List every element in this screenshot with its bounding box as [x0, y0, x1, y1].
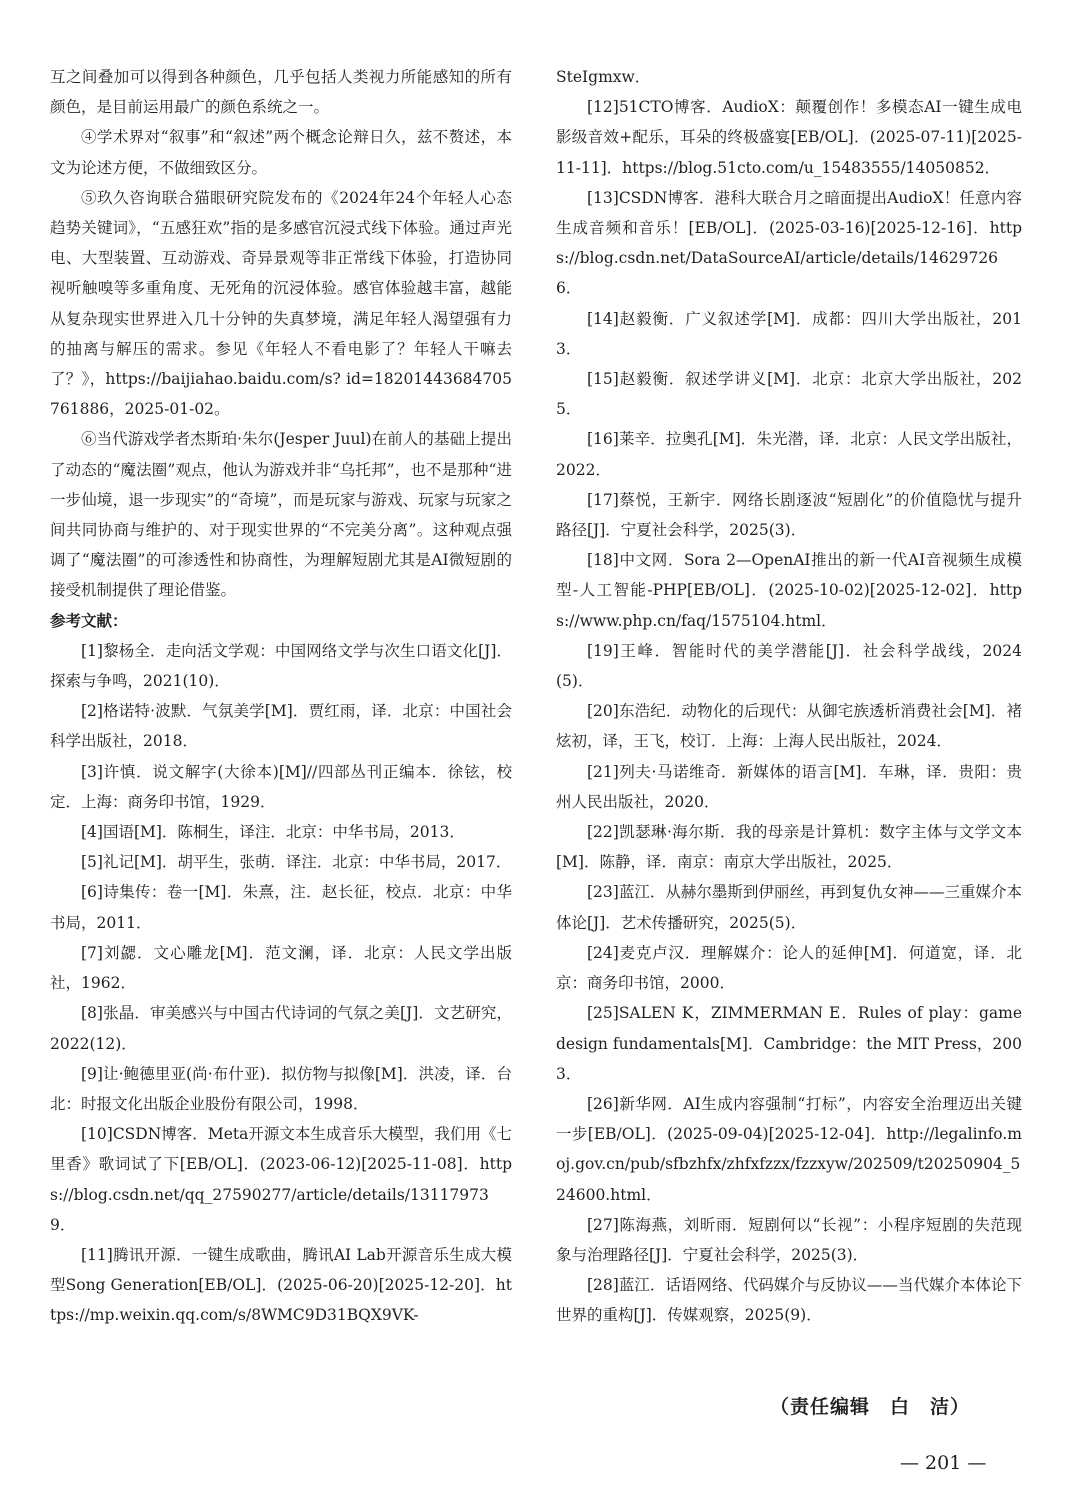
reference-item: [22]凯瑟琳·海尔斯．我的母亲是计算机：数字主体与文学文本[M]．陈静，译．南京：南京大学出版社，2025．	[556, 823, 1022, 872]
reference-item: [7]刘勰．文心雕龙[M]．范文澜，译．北京：人民文学出版社，1962．	[50, 943, 512, 993]
reference-item: [17]蔡悦，王新宇．网络长剧逐波“短剧化”的价值隐忧与提升路径[J]．宁夏社会科学，2025(3)．	[556, 490, 1022, 540]
left-column	[50, 62, 512, 1331]
footnote-4: ④学术界对“叙事”和“叙述”两个概念论辩日久，兹不赘述，本文为论述方便，不做细致区分。	[50, 128, 512, 177]
reference-item: [24]麦克卢汉．理解媒介：论人的延伸[M]．何道宽，译．北京：商务印书馆，2000．	[556, 943, 1022, 993]
reference-item: [5]礼记[M]．胡平生，张萌．译注．北京：中华书局，2017．	[81, 853, 512, 872]
reference-item: [27]陈海燕，刘昕雨．短剧何以“长视”：小程序短剧的失范现象与治理路径[J]．宁夏社会科学，2025(3)．	[556, 1215, 1022, 1264]
references-heading: 参考文献：	[50, 611, 128, 630]
reference-item: [25]SALEN K，ZIMMERMAN E．Rules of play：game design fundamentals[M]．Cambridge：the MIT Press，2003．	[556, 1004, 1022, 1083]
right-column	[556, 62, 1022, 1331]
reference-item: [12]51CTO博客．AudioX：颠覆创作！多模态AI一键生成电影级音效+配乐，耳朵的终极盛宴[EB/OL]．(2025-07-11)[2025-11-11]．https://blog.51cto.com/u_15483555/14050852．	[556, 98, 1022, 177]
reference-item: [8]张晶．审美感兴与中国古代诗词的气氛之美[J]．文艺研究，2022(12)．	[50, 1004, 512, 1053]
footnote-5: ⑤玖久咨询联合猫眼研究院发布的《2024年24个年轻人心态趋势关键词》，“五感狂欢”指的是多感官沉浸式线下体验。通过声光电、大型装置、互动游戏、奇异景观等非正常线下体验，打造协同视听触嗅等多重角度、无死角的沉浸体验。感官体验越丰富，越能从复杂现实世界进入几十分钟的失真梦境，满足年轻人渴望强有力的抽离与解压的需求。参见《年轻人不看电影了？年轻人干嘛去了？》，https://baijiahao.baidu.com/s? id=18201443684705761886，2025-01-02。	[50, 188, 512, 419]
footnote-3-continuation: 互之间叠加可以得到各种颜色，几乎包括人类视力所能感知的所有颜色，是目前运用最广的颜色系统之一。	[50, 68, 512, 117]
reference-11-continuation: SteIgmxw．	[556, 68, 651, 86]
reference-item: [14]赵毅衡．广义叙述学[M]．成都：四川大学出版社，2013．	[556, 309, 1022, 358]
page-number: — 201 —	[900, 1452, 987, 1474]
reference-item: [3]许慎．说文解字(大徐本)[M]//四部丛刊正编本．徐铉，校定．上海：商务印书馆，1929．	[50, 762, 512, 811]
reference-item: [1]黎杨全．走向活文学观：中国网络文学与次生口语文化[J]．探索与争鸣，2021(10)．	[50, 641, 512, 691]
reference-item: [21]列夫·马诺维奇．新媒体的语言[M]．车琳，译．贵阳：贵州人民出版社，2020．	[556, 762, 1022, 811]
reference-item: [15]赵毅衡．叙述学讲义[M]．北京：北京大学出版社，2025．	[556, 370, 1022, 419]
reference-item: [10]CSDN博客．Meta开源文本生成音乐大模型，我们用《七里香》歌词试了下[EB/OL]．(2023-06-12)[2025-11-08]．https://blog.csdn.net/qq_27590277/article/details/131179739．	[50, 1125, 512, 1234]
responsible-editor: （责任编辑 白 洁）	[770, 1396, 971, 1418]
reference-item: [20]东浩纪．动物化的后现代：从御宅族透析消费社会[M]．褚炫初，译，王飞，校订．上海：上海人民出版社，2024．	[556, 702, 1022, 751]
reference-item: [2]格诺特·波默．气氛美学[M]．贾红雨，译．北京：中国社会科学出版社，2018．	[50, 702, 512, 751]
reference-item: [26]新华网．AI生成内容强制“打标”，内容安全治理迈出关键一步[EB/OL]．(2025-09-04)[2025-12-04]．http://legalinfo.moj.gov.cn/pub/sfbzhfx/zhfxfzzx/fzzxyw/202509/t20250904_524600.html．	[556, 1094, 1022, 1204]
reference-item: [28]蓝江．话语网络、代码媒介与反协议——当代媒介本体论下世界的重构[J]．传媒观察，2025(9)．	[556, 1276, 1022, 1325]
reference-item: [9]让·鲍德里亚(尚·布什亚)．拟仿物与拟像[M]．洪凌，译．台北：时报文化出版企业股份有限公司，1998．	[50, 1064, 512, 1113]
reference-item: [6]诗集传：卷一[M]．朱熹，注．赵长征，校点．北京：中华书局，2011．	[50, 883, 512, 932]
footnote-6: ⑥当代游戏学者杰斯珀·朱尔(Jesper Juul)在前人的基础上提出了动态的“魔法圈”观点，他认为游戏并非“乌托邦”，也不是那种“进一步仙境，退一步现实”的“奇境”，而是玩家与游戏、玩家与玩家之间共同协商与维护的、对于现实世界的“不完美分离”。这种观点强调了“魔法圈”的可渗透性和协商性，为理解短剧尤其是AI微短剧的接受机制提供了理论借鉴。	[50, 430, 512, 600]
reference-item: [18]中文网．Sora 2—OpenAI推出的新一代AI音视频生成模型-人工智能-PHP[EB/OL]．(2025-10-02)[2025-12-02]．https://www.php.cn/faq/1575104.html．	[556, 551, 1022, 630]
reference-item: [13]CSDN博客．港科大联合月之暗面提出AudioX！任意内容生成音频和音乐！[EB/OL]．(2025-03-16)[2025-12-16]．https://blog.csdn.net/DataSourceAI/article/details/146297266．	[556, 188, 1022, 298]
reference-item: [11]腾讯开源．一键生成歌曲，腾讯AI Lab开源音乐生成大模型Song Generation[EB/OL]．(2025-06-20)[2025-12-20]．https://mp.weixin.qq.com/s/8WMC9D31BQX9VK-	[50, 1245, 512, 1325]
reference-item: [16]莱辛．拉奥孔[M]．朱光潜，译．北京：人民文学出版社，2022．	[556, 430, 1022, 479]
reference-item: [19]王峰．智能时代的美学潜能[J]．社会科学战线，2024(5)．	[556, 641, 1022, 691]
reference-item: [4]国语[M]．陈桐生，译注．北京：中华书局，2013．	[81, 823, 465, 842]
reference-item: [23]蓝江．从赫尔墨斯到伊丽丝，再到复仇女神——三重媒介本体论[J]．艺术传播研究，2025(5)．	[556, 883, 1022, 932]
